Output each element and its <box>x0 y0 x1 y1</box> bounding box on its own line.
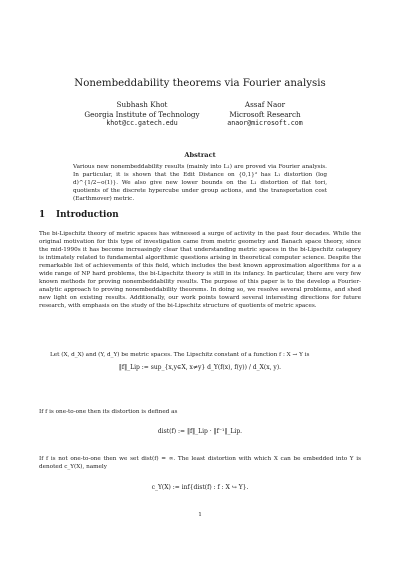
intro-paragraph-4: If f is not one-to-one then we set dist(f) = ∞. The least distortion with which X can be embedded into Y is denoted c_Y(X), namely <box>39 456 361 471</box>
intro-paragraph-1: The bi-Lipschitz theory of metric spaces has witnessed a surge of activity in the past four decades. While the original motivation for this type of investigation came from metric geometry and Banach space theory, since the mid-1990s it has become increasingly clear that understanding metric spaces in the bi-Lipschitz category is intimately related to fundamental algorithmic questions arising in theoretical computer science. Despite the remarkable list of achievements of this field, which includes the best known approximation algorithms for a a wide range of NP hard problems, the bi-Lipschitz theory is still in its infancy. In particular, there are very few known methods for proving nonembeddability results. The purpose of this paper is to the develop a Fourier-analytic approach to proving nonembeddability theorems. In doing so, we resolve several problems, and shed new light on existing results. Additionally, our work points toward several interesting directions for future research, with emphasis on the study of the bi-Lipschitz structure of quotients of metric spaces. <box>39 231 361 310</box>
author-affiliation: Georgia Institute of Technology <box>84 109 200 119</box>
intro-paragraph-3: If f is one-to-one then its distortion is defined as <box>39 409 178 415</box>
author-email: khot@cc.gatech.edu <box>106 119 178 128</box>
author-block-1 <box>82 100 202 129</box>
intro-paragraph-2: Let (X, d_X) and (Y, d_Y) be metric spaces. The Lipschitz constant of a function f : X → Y is <box>50 352 310 358</box>
equation-lipschitz: ‖f‖_Lip := sup_{x,y∈X, x≠y} d_Y(f(x), f(y)) / d_X(x, y). <box>118 364 282 371</box>
author-name: Subhash Khot <box>116 100 168 109</box>
section-heading <box>39 210 119 220</box>
author-email: anaor@microsoft.com <box>227 119 303 128</box>
abstract-heading: Abstract <box>184 151 216 159</box>
author-affiliation: Microsoft Research <box>229 109 301 119</box>
abstract-text: Various new nonembeddability results (mainly into L₁) are proved via Fourier analysis. In particular, it is shown that the Edit Distance on {0,1}ᵈ has L₁ distortion (log d)^{1/2−o(1)}. We also give new lower bounds on the L₁ distortion of flat tori, quotients of the discrete hypercube under group actions, and the transportation cost (Earthmover) metric. <box>73 164 327 203</box>
page-number: 1 <box>198 512 202 518</box>
equation-distortion: dist(f) := ‖f‖_Lip · ‖f⁻¹‖_Lip. <box>157 428 243 435</box>
section-number: 1 <box>39 210 46 220</box>
author-block-2 <box>210 100 320 129</box>
author-name: Assaf Naor <box>244 100 286 109</box>
section-title: Introduction <box>56 210 119 220</box>
equation-cy: c_Y(X) := inf{dist(f) : f : X ↪ Y}. <box>151 484 249 491</box>
paper-title: Nonembeddability theorems via Fourier analysis <box>74 78 326 89</box>
